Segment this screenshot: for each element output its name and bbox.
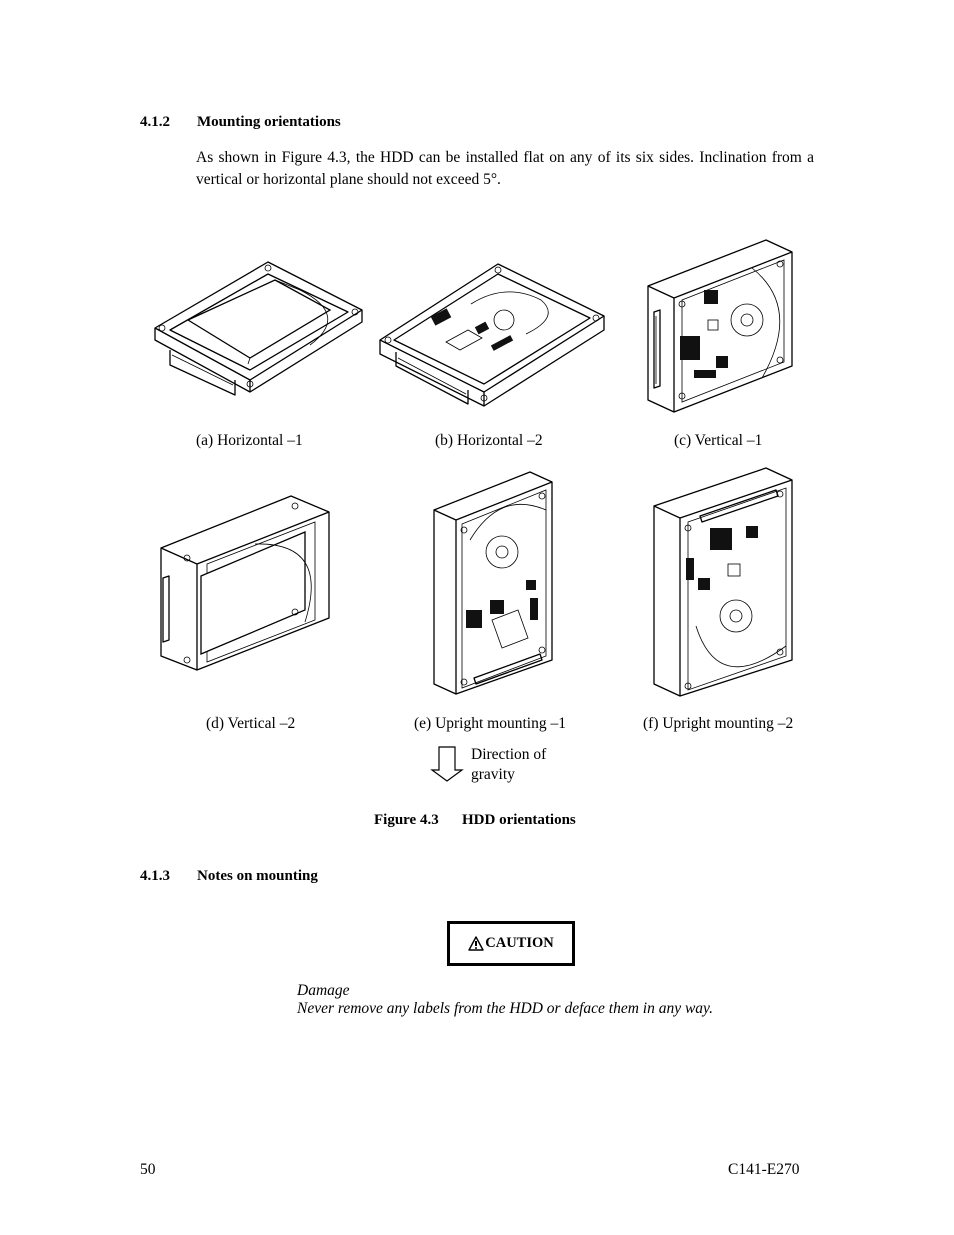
hdd-vertical-1-illustration: [642, 238, 796, 414]
caption-a: (a) Horizontal –1: [196, 432, 303, 449]
caption-d: (d) Vertical –2: [206, 715, 296, 732]
figure-number: Figure 4.3: [374, 812, 439, 828]
page-number: 50: [140, 1161, 156, 1178]
hdd-upright-1-illustration: [430, 470, 556, 696]
note-title: Damage: [297, 982, 350, 999]
note-text: Never remove any labels from the HDD or deface them in any way.: [297, 1000, 713, 1017]
caution-label: CAUTION: [485, 935, 554, 951]
caption-e: (e) Upright mounting –1: [414, 715, 566, 732]
warning-triangle-icon: [468, 936, 484, 951]
section-title: Mounting orientations: [197, 114, 341, 130]
caption-f: (f) Upright mounting –2: [643, 715, 794, 732]
caution-box: [447, 921, 575, 966]
section-number: 4.1.2: [140, 114, 170, 130]
gravity-label-line2: gravity: [471, 766, 515, 783]
gravity-arrow-icon: [430, 746, 464, 782]
section-number-2: 4.1.3: [140, 868, 170, 884]
document-id: C141-E270: [728, 1161, 800, 1178]
gravity-label-line1: Direction of: [471, 746, 547, 763]
hdd-vertical-2-illustration: [155, 492, 333, 672]
section-title-2: Notes on mounting: [197, 868, 318, 884]
intro-paragraph: As shown in Figure 4.3, the HDD can be installed flat on any of its six sides. Inclination from a vertical or horizontal plane should not exceed 5°.: [196, 149, 814, 188]
figure-title: HDD orientations: [462, 812, 576, 828]
hdd-upright-2-illustration: [648, 466, 796, 698]
caption-b: (b) Horizontal –2: [435, 432, 543, 449]
hdd-horizontal-2-illustration: [376, 262, 608, 408]
caption-c: (c) Vertical –1: [674, 432, 763, 449]
hdd-horizontal-1-illustration: [150, 260, 365, 395]
